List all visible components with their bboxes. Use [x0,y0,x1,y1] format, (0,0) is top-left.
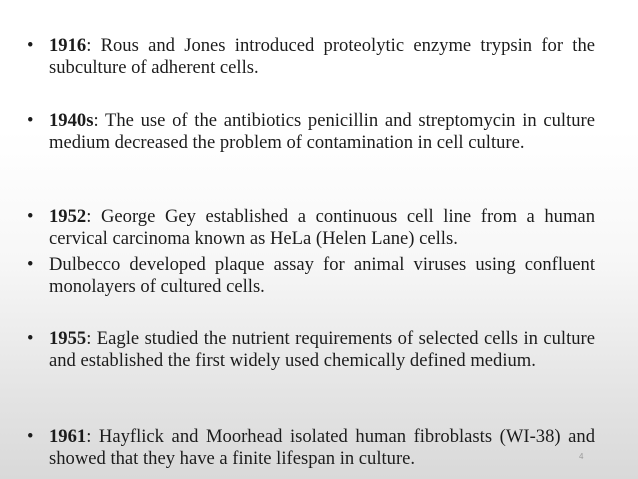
bullet-marker: • [27,254,34,275]
bullet-1940s [27,110,595,153]
bullet-text: : Hayflick and Moorhead isolated human fibroblasts (WI-38) and showed that they have a finite lifespan in culture. [49,426,595,469]
bullet-body [27,110,595,153]
bullet-text: : The use of the antibiotics penicillin and streptomycin in culture medium decreased the problem of contamination in cell culture. [49,110,595,153]
bullet-text: : Eagle studied the nutrient requirements of selected cells in culture and established the first widely used chemically defined medium. [49,328,595,371]
bullet-marker: • [27,35,34,56]
bullet-marker: • [27,328,34,349]
bullet-marker: • [27,110,34,131]
bullet-year: 1952 [49,206,87,227]
bullet-body [27,426,595,469]
bullet-body [27,35,595,78]
page-number: 4 [579,452,584,461]
bullet-year: 1916 [49,35,87,56]
bullet-marker: • [27,206,34,227]
bullet-year: 1955 [49,328,87,349]
bullet-1916 [27,35,595,78]
bullet-text: : Rous and Jones introduced proteolytic enzyme trypsin for the subculture of adherent cells. [49,35,595,78]
bullet-1961 [27,426,595,469]
bullet-body [27,254,595,297]
bullet-body [27,206,595,249]
bullet-year: 1961 [49,426,87,447]
bullet-dulbecco [27,254,595,297]
bullet-text: : George Gey established a continuous cell line from a human cervical carcinoma known as HeLa (Helen Lane) cells. [49,206,595,249]
bullet-year: 1940s [49,110,94,131]
bullet-text: Dulbecco developed plaque assay for animal viruses using confluent monolayers of cultured cells. [49,254,595,297]
bullet-1955 [27,328,595,371]
bullet-marker: • [27,426,34,447]
bullet-1952 [27,206,595,249]
bullet-body [27,328,595,371]
